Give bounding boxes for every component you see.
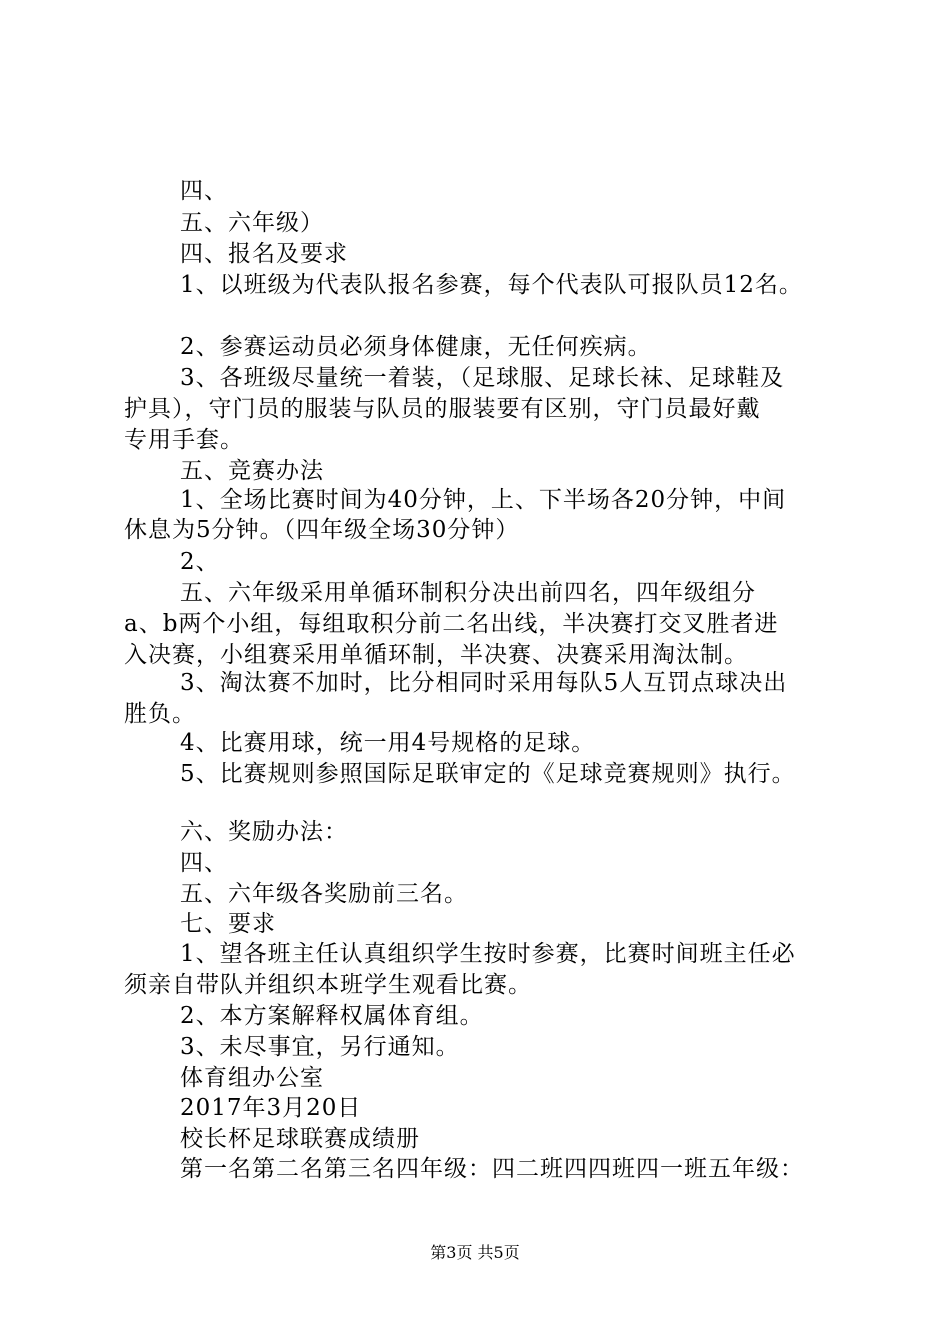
text-line: 须亲自带队并组织本班学生观看比赛。 bbox=[124, 972, 532, 998]
page-number-footer: 第3页 共5页 bbox=[430, 1243, 520, 1262]
results-line: 第一名第二名第三名四年级：四二班四四班四一班五年级： bbox=[180, 1156, 804, 1182]
signature-date: 2017年3月20日 bbox=[180, 1095, 362, 1121]
text-line: 1、全场比赛时间为40分钟，上、下半场各20分钟，中间 bbox=[180, 487, 787, 513]
text-line: 3、未尽事宜，另行通知。 bbox=[180, 1034, 460, 1060]
text-line: 4、比赛用球，统一用4号规格的足球。 bbox=[180, 730, 596, 756]
results-title: 校长杯足球联赛成绩册 bbox=[180, 1126, 420, 1152]
text-line: 护具），守门员的服装与队员的服装要有区别，守门员最好戴 bbox=[124, 396, 761, 422]
text-line: 2、 bbox=[180, 549, 220, 575]
text-line: 胜负。 bbox=[124, 701, 196, 727]
text-line: 入决赛，小组赛采用单循环制，半决赛、决赛采用淘汰制。 bbox=[124, 642, 748, 668]
section-heading: 四、报名及要求 bbox=[180, 241, 348, 267]
text-line: 五、六年级采用单循环制积分决出前四名，四年级组分 bbox=[180, 580, 756, 606]
text-line: 1、以班级为代表队报名参赛，每个代表队可报队员12名。 bbox=[180, 272, 803, 298]
text-line: 四、 bbox=[180, 850, 228, 876]
text-line: 5、比赛规则参照国际足联审定的《足球竞赛规则》执行。 bbox=[180, 761, 796, 787]
text-line: 休息为5分钟。（四年级全场30分钟） bbox=[124, 517, 520, 543]
section-heading: 六、奖励办法： bbox=[180, 819, 348, 845]
section-heading: 五、竞赛办法 bbox=[180, 458, 324, 484]
text-line: 2、本方案解释权属体育组。 bbox=[180, 1003, 484, 1029]
section-heading: 七、要求 bbox=[180, 911, 276, 937]
signature-office: 体育组办公室 bbox=[180, 1065, 324, 1091]
text-line: 2、参赛运动员必须身体健康，无任何疾病。 bbox=[180, 334, 652, 360]
text-line: 四、 bbox=[180, 178, 228, 204]
text-line: 3、各班级尽量统一着装，（足球服、足球长袜、足球鞋及 bbox=[180, 365, 785, 391]
text-line: 1、望各班主任认真组织学生按时参赛，比赛时间班主任必 bbox=[180, 941, 796, 967]
text-line: 3、淘汰赛不加时，比分相同时采用每队5人互罚点球决出 bbox=[180, 670, 788, 696]
text-line: 五、六年级） bbox=[180, 210, 324, 236]
text-line: a、b两个小组，每组取积分前二名出线，半决赛打交叉胜者进 bbox=[124, 611, 779, 637]
text-line: 专用手套。 bbox=[124, 427, 244, 453]
text-line: 五、六年级各奖励前三名。 bbox=[180, 881, 468, 907]
